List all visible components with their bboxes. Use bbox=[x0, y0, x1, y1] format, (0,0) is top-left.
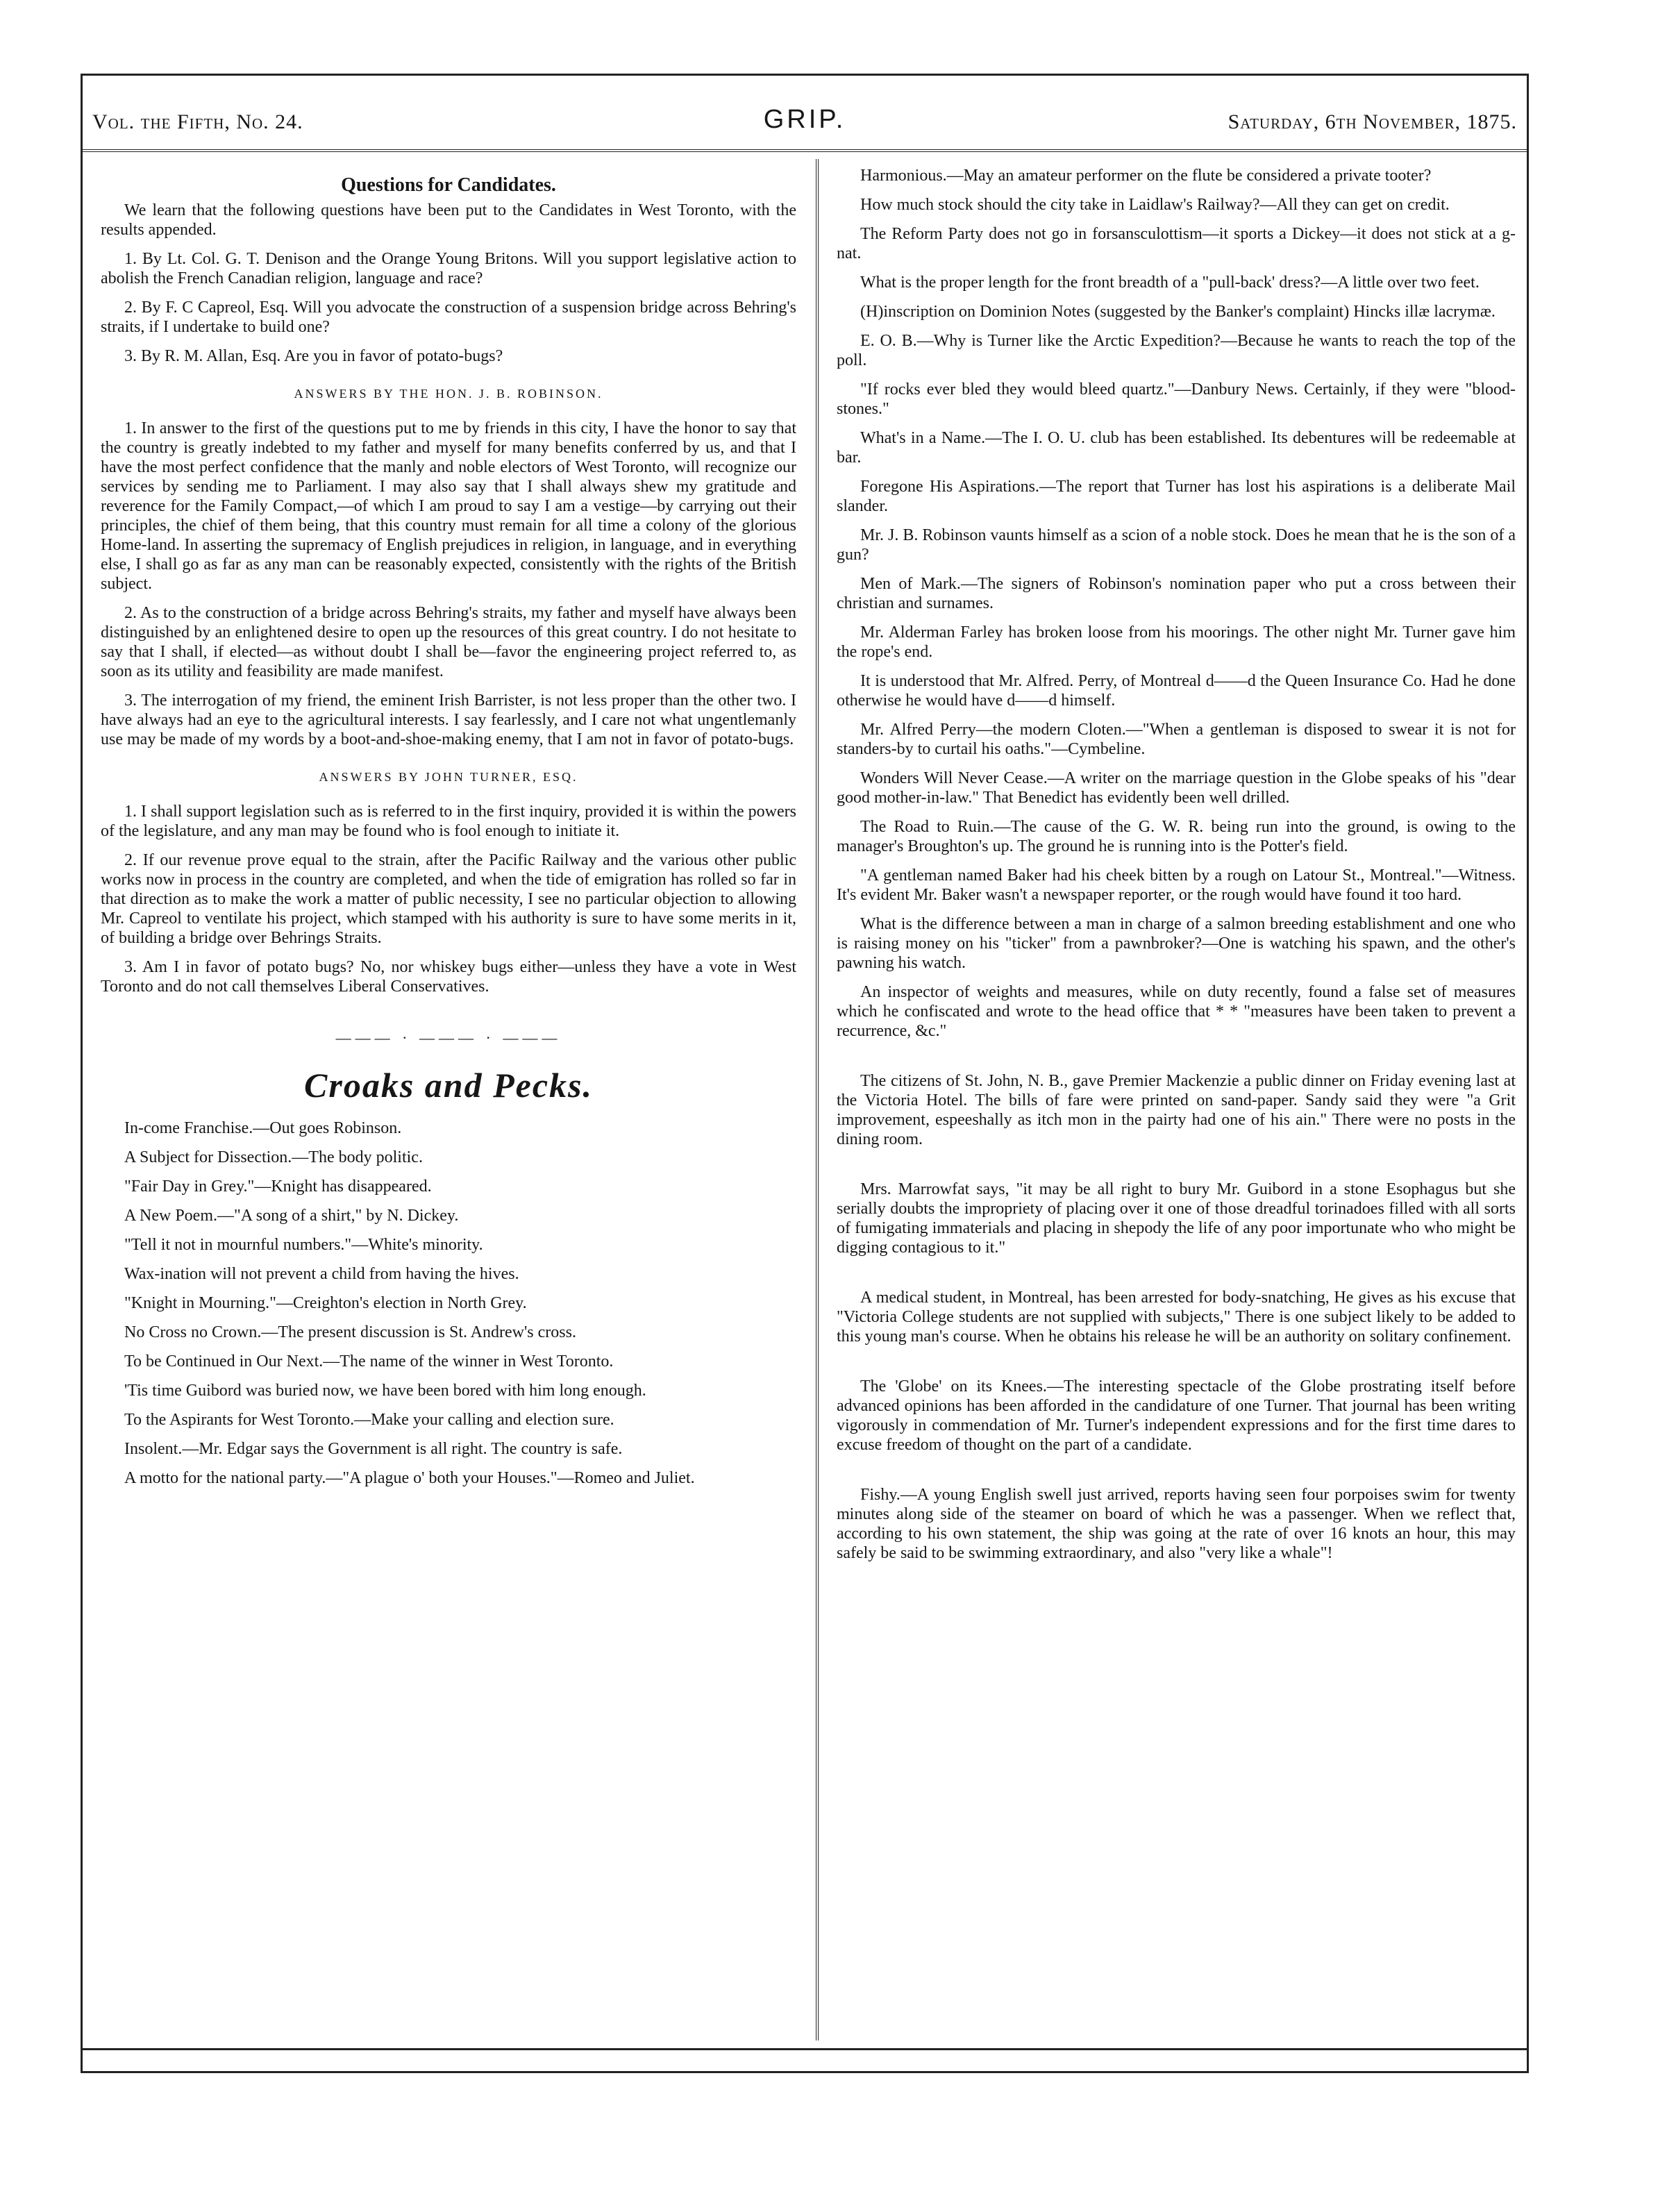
croak-item: A Subject for Dissection.—The body politic. bbox=[124, 1148, 423, 1166]
question-paragraph: 1. By Lt. Col. G. T. Denison and the Orange Young Britons. Will you support legislative action to abolish the French Canadian religion, language and race? bbox=[101, 250, 796, 287]
paragraph-item: Men of Mark.—The signers of Robinson's nomination paper who put a cross between their christian and surnames. bbox=[837, 575, 1516, 612]
article-intro: We learn that the following questions have been put to the Candidates in West Toronto, with the results appended. bbox=[101, 201, 796, 239]
paragraph-item: Mr. Alfred Perry—the modern Cloten.—"When a gentleman is disposed to swear it is not for standers-by to curtail his oaths."—Cymbeline. bbox=[837, 721, 1516, 758]
page-frame bbox=[81, 74, 1529, 2073]
paragraph-item: It is understood that Mr. Alfred. Perry, of Montreal d——d the Queen Insurance Co. Had he done otherwise he would have d——d himself. bbox=[837, 672, 1516, 710]
answer-paragraph: 1. In answer to the first of the questions put to me by friends in this city, I have the honor to say that the country is greatly indebted to my father and myself for many benefits conferred by us, and that I have the most perfect confidence that the manly and noble electors of West Toronto, will recognize our services by sending me to Parliament. I may also say that I shall always shew my gratitude and reverence for the Family Compact,—of which I am proud to say I am a vestige—by carrying out their principles, the chief of them being, that this country must remain for all time a colony of the glorious Home-land. In asserting the supremacy of English prejudices in religion, in language, and in everything else, I shall go as far as any man can be reasonably expected, consistently with the rights of the British subject. bbox=[101, 419, 796, 593]
paragraph-item: Fishy.—A young English swell just arrived, reports having seen four porpoises swim for twenty minutes along side of the steamer on board of which he was a passenger. When we reflect that, according to his own statement, the ship was going at the rate of over 16 knots an hour, this may safely be said to be swimming extraordinary, and also "very like a whale"! bbox=[837, 1486, 1516, 1562]
croak-item: A New Poem.—"A song of a shirt," by N. Dickey. bbox=[124, 1207, 459, 1225]
croak-item: Insolent.—Mr. Edgar says the Government is all right. The country is safe. bbox=[124, 1440, 623, 1458]
paragraph-item: Wonders Will Never Cease.—A writer on the marriage question in the Globe speaks of his "dear good mother-in-law." That Benedict has evidently been well drilled. bbox=[837, 769, 1516, 807]
question-paragraph: 2. By F. C Capreol, Esq. Will you advocate the construction of a suspension bridge across Behring's straits, if I undertake to build one? bbox=[101, 299, 796, 336]
spacer bbox=[837, 1267, 1516, 1288]
answer-paragraph: 3. The interrogation of my friend, the eminent Irish Barrister, is not less proper than the other two. I have always had an eye to the agricultural interests. I say fearlessly, and I care not what ungentlemanly use may be made of my words by a boot-and-shoe-making enemy, that I am not in favor of potato-bugs. bbox=[101, 692, 796, 748]
paragraph-item: The Reform Party does not go in forsansculottism—it sports a Dickey—it does not stick at a g-nat. bbox=[837, 225, 1516, 262]
spacer bbox=[837, 1356, 1516, 1377]
publication-title: GRIP. bbox=[763, 105, 846, 134]
croak-item: In-come Franchise.—Out goes Robinson. bbox=[124, 1119, 402, 1137]
paragraph-item: Mrs. Marrowfat says, "it may be all right to bury Mr. Guibord in a stone Esophagus but she serially doubts the impropriety of placing over it one of those dreadful torinadoes filled with all sorts of fumigating immaterials and placing in shepody the life of any poor importunate who who might be digging contagious to it." bbox=[837, 1180, 1516, 1257]
left-column bbox=[101, 166, 796, 1498]
ornamental-rule: ——— · ——— · ——— bbox=[335, 1029, 562, 1046]
paragraph-item: What is the proper length for the front breadth of a "pull-back' dress?—A little over two feet. bbox=[860, 274, 1480, 292]
answer-paragraph: 3. Am I in favor of potato bugs? No, nor whiskey bugs either—unless they have a vote in West Toronto and do not call themselves Liberal Conservatives. bbox=[101, 958, 796, 996]
spacer bbox=[837, 1050, 1516, 1071]
paragraph-item: A medical student, in Montreal, has been arrested for body-snatching, He gives as his excuse that "Victoria College students are not supplied with subjects," There is one subject likely to be added to this young man's course. When he obtains his release he will be an authority on solitary confinement. bbox=[837, 1289, 1516, 1346]
croak-item: "Tell it not in mournful numbers."—White's minority. bbox=[124, 1236, 483, 1254]
question-paragraph: 3. By R. M. Allan, Esq. Are you in favor of potato-bugs? bbox=[124, 347, 503, 365]
croak-item: To the Aspirants for West Toronto.—Make your calling and election sure. bbox=[124, 1411, 614, 1429]
paragraph-item: "If rocks ever bled they would bleed quartz."—Danbury News. Certainly, if they were "blood-stones." bbox=[837, 380, 1516, 418]
croak-item: Wax-ination will not prevent a child from having the hives. bbox=[124, 1265, 519, 1283]
croak-item: "Knight in Mourning."—Creighton's election in North Grey. bbox=[124, 1294, 527, 1312]
croak-item: 'Tis time Guibord was buried now, we have been bored with him long enough. bbox=[124, 1382, 646, 1400]
volume-number: Vol. the Fifth, No. 24. bbox=[92, 110, 303, 133]
section-title: Croaks and Pecks. bbox=[304, 1066, 593, 1105]
croak-item: To be Continued in Our Next.—The name of the winner in West Toronto. bbox=[124, 1352, 614, 1371]
section-subhead: ANSWERS BY JOHN TURNER, ESQ. bbox=[319, 770, 578, 784]
croak-item: A motto for the national party.—"A plague o' both your Houses."—Romeo and Juliet. bbox=[124, 1469, 695, 1487]
answer-paragraph: 2. As to the construction of a bridge across Behring's straits, my father and myself have always been distinguished by an enlightened desire to open up the resources of this great country. I do not hesitate to say that I shall, if elected—as without doubt I shall be—favor the engineering project referred to, as soon as its utility and feasibility are made manifest. bbox=[101, 604, 796, 680]
paragraph-item: The 'Globe' on its Knees.—The interesting spectacle of the Globe prostrating itself before advanced opinions has been afforded in the candidature of one Turner. That journal has been writing vigorously in commendation of Mr. Turner's independent expressions and for the first time dares to excuse freedom of thought on the part of a candidate. bbox=[837, 1377, 1516, 1454]
paragraph-item: Foregone His Aspirations.—The report that Turner has lost his aspirations is a deliberate Mail slander. bbox=[837, 478, 1516, 515]
answer-paragraph: 1. I shall support legislation such as is referred to in the first inquiry, provided it is within the powers of the legislature, and any man may be found who is fool enough to initiate it. bbox=[101, 803, 796, 840]
croak-item: No Cross no Crown.—The present discussion is St. Andrew's cross. bbox=[124, 1323, 576, 1341]
spacer bbox=[837, 1159, 1516, 1180]
paragraph-item: The Road to Ruin.—The cause of the G. W. R. being run into the ground, is owing to the manager's Broughton's up. The ground he is running into is the Potter's field. bbox=[837, 818, 1516, 855]
paragraph-item: An inspector of weights and measures, while on duty recently, found a false set of measures which he confiscated and wrote to the head office that * * "measures have been taken to prevent a recurrence, &c." bbox=[837, 983, 1516, 1040]
paragraph-item: The citizens of St. John, N. B., gave Premier Mackenzie a public dinner on Friday evening last at the Victoria Hotel. The bills of fare were printed on sand-paper. Sandy said they were "a Grit improvement, espeeshally as itch mon in the pairty had one of his ain." There were no posts in the dining room. bbox=[837, 1072, 1516, 1148]
paragraph-item: What's in a Name.—The I. O. U. club has been established. Its debentures will be redeemable at bar. bbox=[837, 429, 1516, 467]
paragraph-item: Harmonious.—May an amateur performer on the flute be considered a private tooter? bbox=[860, 167, 1432, 185]
paragraph-item: E. O. B.—Why is Turner like the Arctic Expedition?—Because he wants to reach the top of the poll. bbox=[837, 332, 1516, 369]
column-divider bbox=[816, 159, 819, 2041]
issue-date: Saturday, 6th November, 1875. bbox=[1228, 110, 1517, 133]
paragraph-item: (H)inscription on Dominion Notes (suggested by the Banker's complaint) Hincks illæ lacrymæ. bbox=[860, 303, 1496, 321]
answer-paragraph: 2. If our revenue prove equal to the strain, after the Pacific Railway and the various other public works now in process in the country are completed, and when the tide of emigration has rolled so far in that direction as to make the work a matter of public necessity, I see no particular objection to allowing Mr. Capreol to ventilate his project, which stamped with his authority is sure to have some merits in it, of building a bridge over Behrings Straits. bbox=[101, 851, 796, 947]
article-title: Questions for Candidates. bbox=[341, 174, 556, 196]
spacer bbox=[837, 1464, 1516, 1485]
croak-item: "Fair Day in Grey."—Knight has disappeared. bbox=[124, 1178, 432, 1196]
paragraph-item: Mr. J. B. Robinson vaunts himself as a scion of a noble stock. Does he mean that he is the son of a gun? bbox=[837, 526, 1516, 564]
paragraph-item: "A gentleman named Baker had his cheek bitten by a rough on Latour St., Montreal."—Witness. It's evident Mr. Baker wasn't a newspaper reporter, or the rough would have found it too hard. bbox=[837, 866, 1516, 904]
right-column bbox=[837, 166, 1516, 1573]
masthead bbox=[83, 76, 1527, 152]
paragraph-item: What is the difference between a man in charge of a salmon breeding establishment and one who is raising money on his "ticker" from a pawnbroker?—One is watching his spawn, and the other's pawning his watch. bbox=[837, 915, 1516, 972]
paragraph-item: Mr. Alderman Farley has broken loose from his moorings. The other night Mr. Turner gave him the rope's end. bbox=[837, 623, 1516, 661]
paragraph-item: How much stock should the city take in Laidlaw's Railway?—All they can get on credit. bbox=[860, 196, 1450, 214]
bottom-rule bbox=[83, 2048, 1527, 2050]
section-subhead: ANSWERS BY THE HON. J. B. ROBINSON. bbox=[294, 387, 603, 401]
